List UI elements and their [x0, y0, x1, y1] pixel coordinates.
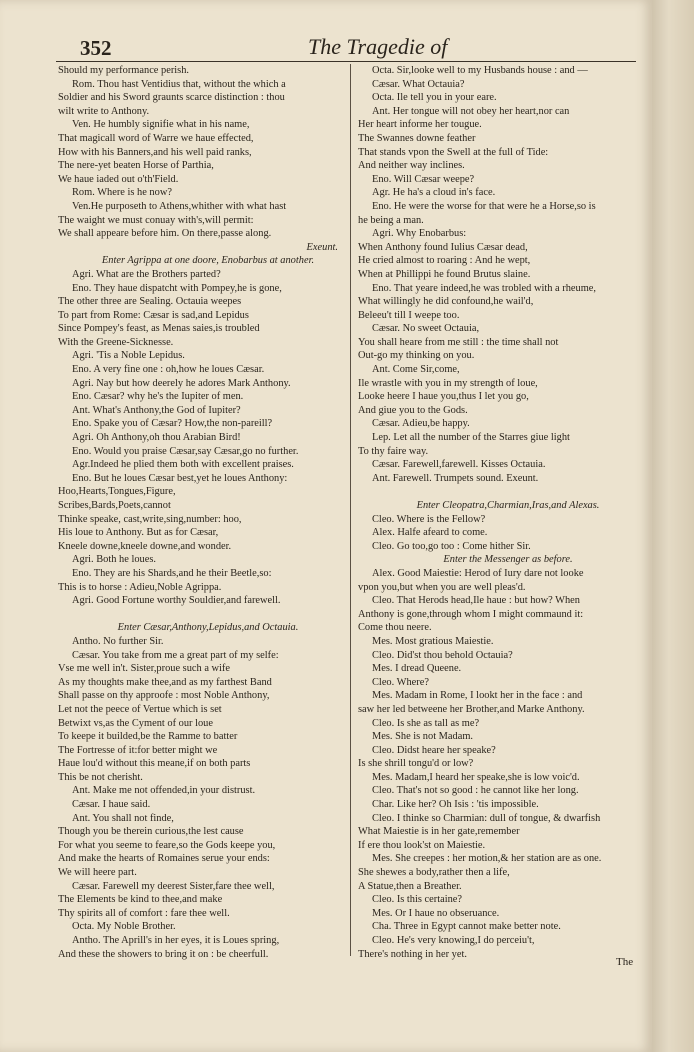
text-line: Eno. Will Cæsar weepe?: [372, 173, 475, 185]
text-line: Agr. He ha's a cloud in's face.: [372, 187, 496, 199]
text-line: Cleo. Didst heare her speake?: [372, 744, 496, 756]
text-line: Alex. Good Maiestie: Herod of Iury dare not looke: [372, 567, 584, 579]
text-line: What Maiestie is in her gate,remember: [358, 826, 520, 838]
text-line: Anthony is gone,through whom I might commaund it:: [358, 608, 584, 620]
text-line: Cæsar. Farewell,farewell. Kisses Octauia.: [372, 459, 546, 471]
text-line: Mes. Or I haue no obseruance.: [372, 907, 500, 919]
text-line: With the Greene-Sicknesse.: [58, 336, 174, 348]
text-line: Cleo. Is this certaine?: [372, 894, 463, 906]
text-line: There's nothing in her yet.: [358, 948, 467, 960]
text-line: Cæsar. What Octauia?: [372, 78, 465, 90]
text-line: Octa. Ile tell you in your eare.: [372, 92, 497, 104]
stage-direction: Enter the Messenger as before.: [443, 554, 573, 566]
text-line: Cleo. I thinke so Charmian: dull of tongue, & dwarfish: [372, 812, 601, 824]
text-line: Let not the peece of Vertue which is set: [58, 703, 222, 715]
text-line: Kneele downe,kneele downe,and wonder.: [58, 540, 232, 552]
left-column: [58, 64, 338, 961]
text-line: Her heart informe her tougue.: [358, 119, 482, 131]
text-line: Eno. Would you praise Cæsar,say Cæsar,go no further.: [72, 445, 299, 457]
text-line: His loue to Anthony. But as for Cæsar,: [58, 527, 219, 539]
text-line: The Fortresse of it:for better might we: [58, 744, 218, 756]
text-line: Cleo. Where?: [372, 676, 429, 688]
text-line: Vse me well in't. Sister,proue such a wife: [58, 663, 230, 675]
text-line: Agri. Both he loues.: [72, 554, 156, 566]
text-line: Agri. Good Fortune worthy Souldier,and farewell.: [72, 595, 281, 607]
text-line: Antho. No further Sir.: [72, 635, 164, 647]
text-line: wilt write to Anthony.: [58, 105, 150, 117]
text-line: Eno. Cæsar? why he's the Iupiter of men.: [72, 391, 244, 403]
text-line: We shall appeare before him. On there,passe along.: [58, 228, 272, 240]
text-line: Mes. Most gratious Maiestie.: [372, 635, 494, 647]
text-line: And giue you to the Gods.: [358, 404, 468, 416]
text-line: Agri. Nay but how deerely he adores Mark Anthony.: [72, 377, 291, 389]
text-line: Cæsar. You take from me a great part of my selfe:: [72, 649, 279, 661]
running-title: The Tragedie of: [308, 34, 448, 59]
text-line: The waight we must conuay with's,will permit:: [58, 214, 254, 226]
text-line: Cæsar. Farewell my deerest Sister,fare thee well,: [72, 880, 275, 892]
text-line: Mes. Madam,I heard her speake,she is low voic'd.: [372, 771, 580, 783]
text-line: That magicall word of Warre we haue effected,: [58, 132, 254, 144]
text-line: Cleo. Where is the Fellow?: [372, 513, 486, 525]
text-line: Rom. Thou hast Ventidius that, without the which a: [72, 78, 286, 90]
text-line: Ant. Come Sir,come,: [372, 364, 460, 376]
text-line: We will heere part.: [58, 867, 137, 879]
text-line: Shall passe on thy approofe : most Noble Anthony,: [58, 690, 270, 702]
text-line: Scribes,Bards,Poets,cannot: [58, 500, 171, 511]
text-line: vpon you,but when you are well pleas'd.: [358, 581, 526, 593]
text-line: Betwixt vs,as the Cyment of our loue: [58, 717, 213, 729]
text-line: Since Pompey's feast, as Menas saies,is troubled: [58, 323, 260, 335]
text-line: Come thou neere.: [358, 622, 432, 634]
text-line: The nere-yet beaten Horse of Parthia,: [58, 160, 214, 172]
text-line: Cha. Three in Egypt cannot make better note.: [372, 921, 561, 933]
text-line: Eno. He were the worse for that were he a Horse,so is: [372, 200, 596, 212]
text-line: Char. Like her? Oh Isis : 'tis impossible.: [372, 799, 539, 811]
text-line: Beleeu't till I weepe too.: [358, 309, 460, 321]
text-line: Antho. The Aprill's in her eyes, it is Loues spring,: [72, 935, 280, 946]
text-line: Octa. Sir,looke well to my Husbands house : and —: [372, 65, 588, 76]
text-line: And make the hearts of Romaines serue your ends:: [58, 853, 270, 865]
page-number: 352: [80, 36, 112, 60]
stage-direction: Enter Agrippa at one doore, Enobarbus at another.: [101, 255, 315, 267]
text-line: That stands vpon the Swell at the full of Tide:: [358, 146, 549, 158]
text-line: Mes. She is not Madam.: [372, 731, 474, 743]
text-line: Mes. She creepes : her motion,& her station are as one.: [372, 853, 602, 865]
text-line: Cleo. Go too,go too : Come hither Sir.: [372, 540, 531, 552]
facing-page-edge: [652, 0, 694, 1052]
text-line: Ile wrastle with you in my strength of loue,: [358, 377, 538, 389]
text-line: The other three are Sealing. Octauia weepes: [58, 296, 242, 308]
text-line: Thy spirits all of comfort : fare thee well.: [58, 907, 230, 919]
text-line: Octa. My Noble Brother.: [72, 921, 176, 933]
text-line: As my thoughts make thee,and as my farthest Band: [58, 676, 272, 688]
text-line: Ant. Make me not offended,in your distrust.: [72, 785, 256, 797]
text-line: Alex. Halfe afeard to come.: [372, 527, 488, 539]
text-line: Agri. Oh Anthony,oh thou Arabian Bird!: [72, 432, 241, 444]
text-line: She shewes a body,rather then a life,: [358, 867, 510, 879]
text-line: Cleo. Did'st thou behold Octauia?: [372, 649, 513, 661]
text-line: Eno. They haue dispatcht with Pompey,he is gone,: [72, 282, 282, 294]
page-header: [56, 34, 636, 62]
catchword: The: [616, 956, 634, 968]
text-line: When at Phillippi he found Brutus slaine.: [358, 268, 531, 280]
text-line: Cleo. He's very knowing,I do perceiu't,: [372, 935, 535, 946]
text-line: To part from Rome: Cæsar is sad,and Lepidus: [58, 309, 249, 321]
text-line: Mes. I dread Queene.: [372, 663, 462, 675]
text-line: Eno. Spake you of Cæsar? How,the non-pareill?: [72, 418, 273, 430]
text-line: And neither way inclines.: [358, 160, 465, 172]
text-line: Hoo,Hearts,Tongues,Figure,: [58, 486, 176, 498]
text-line: Cleo. Is she as tall as me?: [372, 717, 480, 729]
text-line: Haue lou'd without this meane,if on both parts: [58, 758, 251, 770]
text-line: Agri. Why Enobarbus:: [372, 228, 467, 240]
text-line: Ant. Farewell. Trumpets sound. Exeunt.: [372, 472, 539, 484]
text-line: And these the showers to bring it on : be cheerfull.: [58, 948, 269, 960]
text-line: Eno. A very fine one : oh,how he loues Cæsar.: [72, 364, 265, 376]
text-line: Ven. He humbly signifie what in his name,: [72, 119, 250, 131]
text-line: For what you seeme to feare,so the Gods keepe you,: [58, 839, 276, 851]
text-line: Out-go my thinking on you.: [358, 350, 475, 362]
text-line: The Swannes downe feather: [358, 132, 476, 144]
text-line: Cleo. That's not so good : he cannot like her long.: [372, 785, 579, 797]
text-line: Mes. Madam in Rome, I lookt her in the face : and: [372, 690, 583, 702]
text-line: Cæsar. Adieu,be happy.: [372, 418, 470, 430]
column-divider: [350, 64, 351, 956]
text-line: A Statue,then a Breather.: [358, 880, 462, 892]
text-line: Though you be therein curious,the lest cause: [58, 826, 244, 838]
text-line: Ant. Her tongue will not obey her heart,nor can: [372, 105, 570, 117]
text-line: saw her led betweene her Brother,and Marke Anthony.: [358, 703, 585, 715]
text-line: If ere thou look'st on Maiestie.: [358, 839, 486, 851]
header-rule: [56, 61, 636, 62]
text-line: Cæsar. No sweet Octauia,: [372, 323, 480, 335]
text-line: Eno. But he loues Cæsar best,yet he loues Anthony:: [72, 472, 288, 484]
text-line: [358, 485, 638, 499]
text-line: Rom. Where is he now?: [72, 187, 172, 199]
text-line: He cried almost to roaring : And he wept,: [358, 255, 531, 267]
text-line: Thinke speake, cast,write,sing,number: hoo,: [58, 513, 242, 525]
text-line: Eno. That yeare indeed,he was trobled with a rheume,: [372, 282, 596, 294]
text-line: he being a man.: [358, 214, 424, 226]
text-line: To keepe it builded,be the Ramme to batter: [58, 731, 238, 743]
text-line: Exeunt.: [306, 241, 338, 253]
text-line: When Anthony found Iulius Cæsar dead,: [358, 241, 528, 253]
text-line: Ant. What's Anthony,the God of Iupiter?: [72, 404, 241, 416]
text-line: Cleo. That Herods head,Ile haue : but how? When: [372, 595, 580, 607]
text-line: Ant. You shall not finde,: [72, 812, 174, 824]
text-line: How with his Banners,and his well paid ranks,: [58, 146, 252, 158]
text-line: Cæsar. I haue said.: [72, 799, 151, 811]
text-line: Should my performance perish.: [58, 65, 190, 76]
text-line: The Elements be kind to thee,and make: [58, 894, 223, 906]
text-line: To thy faire way.: [358, 445, 429, 457]
text-line: Lep. Let all the number of the Starres giue light: [372, 432, 570, 444]
text-line: This be not cherisht.: [58, 771, 143, 783]
text-line: Soldier and his Sword graunts scarce distinction : thou: [58, 92, 285, 104]
text-line: Ven.He purposeth to Athens,whither with what hast: [72, 200, 287, 212]
text-line: Agr.Indeed he plied them both with excellent praises.: [72, 459, 294, 471]
stage-direction: Enter Cleopatra,Charmian,Iras,and Alexas.: [416, 500, 600, 511]
text-line: Is she shrill tongu'd or low?: [358, 758, 474, 770]
stage-direction: Enter Cæsar,Anthony,Lepidus,and Octauia.: [117, 622, 299, 634]
text-line: We haue iaded out o'th'Field.: [58, 173, 179, 185]
text-line: What willingly he did confound,he wail'd,: [358, 296, 534, 308]
text-line: You shall heare from me still : the time shall not: [358, 336, 559, 348]
text-line: [58, 608, 338, 622]
text-line: Agri. What are the Brothers parted?: [72, 268, 221, 280]
text-line: Eno. They are his Shards,and he their Beetle,so:: [72, 567, 272, 579]
right-column: [358, 64, 638, 961]
text-line: Agri. 'Tis a Noble Lepidus.: [72, 350, 185, 362]
text-line: This is to horse : Adieu,Noble Agrippa.: [58, 581, 222, 593]
text-line: Looke heere I haue you,thus I let you go,: [358, 391, 529, 403]
